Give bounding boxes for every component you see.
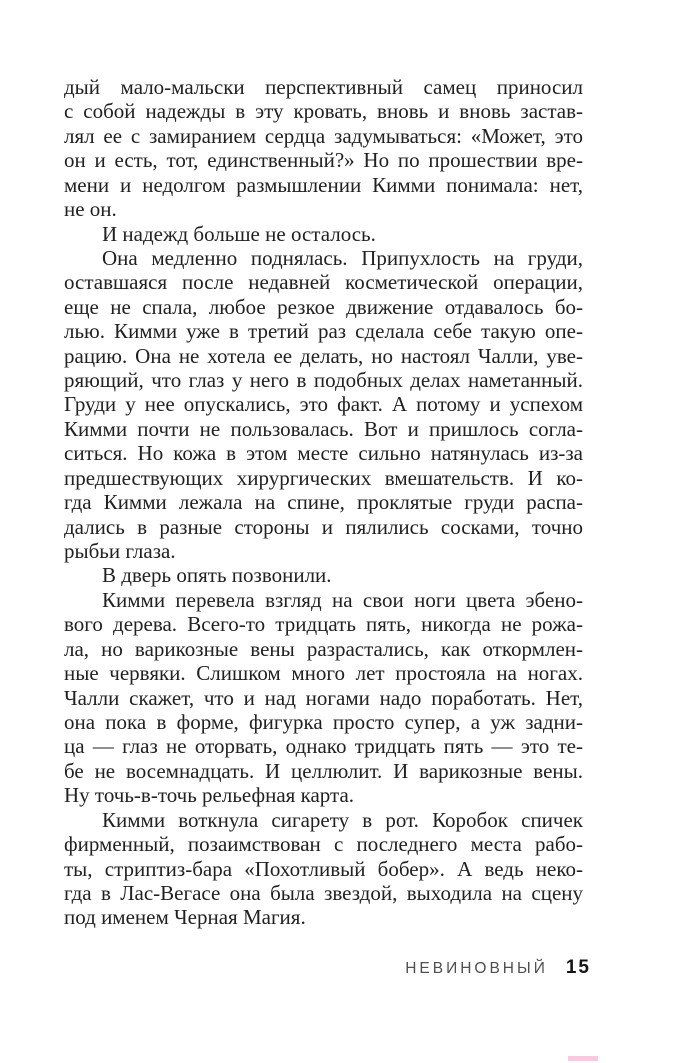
text-line: Она медленно поднялась. Припухлость на груди, bbox=[102, 245, 583, 270]
paragraph bbox=[64, 222, 583, 246]
paragraph bbox=[64, 246, 583, 563]
text-line: гда в Лас-Вегасе она была звездой, выходила на сцену bbox=[64, 880, 583, 905]
text-line: с собой надежды в эту кровать, вновь и вновь застав- bbox=[64, 99, 583, 124]
text-line: В дверь опять позвонили. bbox=[102, 563, 332, 588]
paragraph bbox=[64, 75, 583, 222]
text-line: она пока в форме, фигурка просто супер, а уж задни- bbox=[64, 709, 583, 734]
text-line: фирменный, позаимствован с последнего места рабо- bbox=[64, 832, 583, 857]
text-line: лял ее с замиранием сердца задумываться: «Может, это bbox=[64, 123, 583, 148]
text-line: И надежд больше не осталось. bbox=[102, 221, 376, 246]
text-line: под именем Черная Магия. bbox=[64, 905, 306, 930]
text-line: ситься. Но кожа в этом месте сильно натянулась из-за bbox=[64, 441, 583, 466]
text-line: дый мало-мальски перспективный самец приносил bbox=[64, 75, 583, 99]
text-block bbox=[64, 75, 583, 930]
text-line: рацию. Она не хотела ее делать, но настоял Чалли, уве- bbox=[64, 343, 583, 368]
paragraph bbox=[64, 588, 583, 808]
text-line: он и есть, тот, единственный?» Но по прошествии вре- bbox=[64, 148, 583, 173]
footer bbox=[405, 957, 591, 979]
text-line: ряющий, что глаз у него в подобных делах наметанный. bbox=[64, 368, 583, 393]
text-line: лью. Кимми уже в третий раз сделала себе такую опе- bbox=[64, 319, 583, 344]
paragraph bbox=[64, 808, 583, 930]
text-line: Чалли скажет, что и над ногами надо поработать. Нет, bbox=[64, 685, 583, 710]
text-line: ца — глаз не оторвать, однако тридцать пять — это те- bbox=[64, 734, 583, 759]
pink-accent-bar bbox=[568, 1056, 598, 1061]
text-line: дались в разные стороны и пялились сосками, точно bbox=[64, 514, 583, 539]
text-line: ные червяки. Слишком много лет простояла на ногах. bbox=[64, 661, 583, 686]
text-line: ты, стриптиз-бара «Похотливый бобер». А ведь неко- bbox=[64, 856, 583, 881]
text-line: предшествующих хирургических вмешательств. И ко- bbox=[64, 465, 583, 490]
text-line: оставшаяся после недавней косметической операции, bbox=[64, 270, 583, 295]
text-line: Кимми перевела взгляд на свои ноги цвета эбено- bbox=[102, 587, 583, 612]
text-line: рыбьи глаза. bbox=[64, 539, 176, 564]
text-line: Кимми воткнула сигарету в рот. Коробок спичек bbox=[102, 807, 583, 832]
text-line: Кимми почти не пользовалась. Вот и пришлось согла- bbox=[64, 416, 583, 441]
text-line: мени и недолгом размышлении Кимми понимала: нет, bbox=[64, 172, 583, 197]
text-line: Ну точь-в-точь рельефная карта. bbox=[64, 783, 355, 808]
text-line: Груди у нее опускались, это факт. А потому и успехом bbox=[64, 392, 583, 417]
text-line: бе не восемнадцать. И целлюлит. И варикозные вены. bbox=[64, 758, 583, 783]
text-line: не он. bbox=[64, 197, 117, 222]
text-line: вого дерева. Всего-то тридцать пять, никогда не рожа- bbox=[64, 612, 583, 637]
page-number: 15 bbox=[565, 957, 591, 978]
running-title: НЕВИНОВНЫЙ bbox=[405, 959, 548, 978]
text-line: еще не спала, любое резкое движение отдавалось бо- bbox=[64, 294, 583, 319]
text-line: ла, но варикозные вены разрастались, как откормлен- bbox=[64, 636, 583, 661]
paragraph bbox=[64, 563, 583, 587]
text-line: гда Кимми лежала на спине, проклятые груди распа- bbox=[64, 490, 583, 515]
